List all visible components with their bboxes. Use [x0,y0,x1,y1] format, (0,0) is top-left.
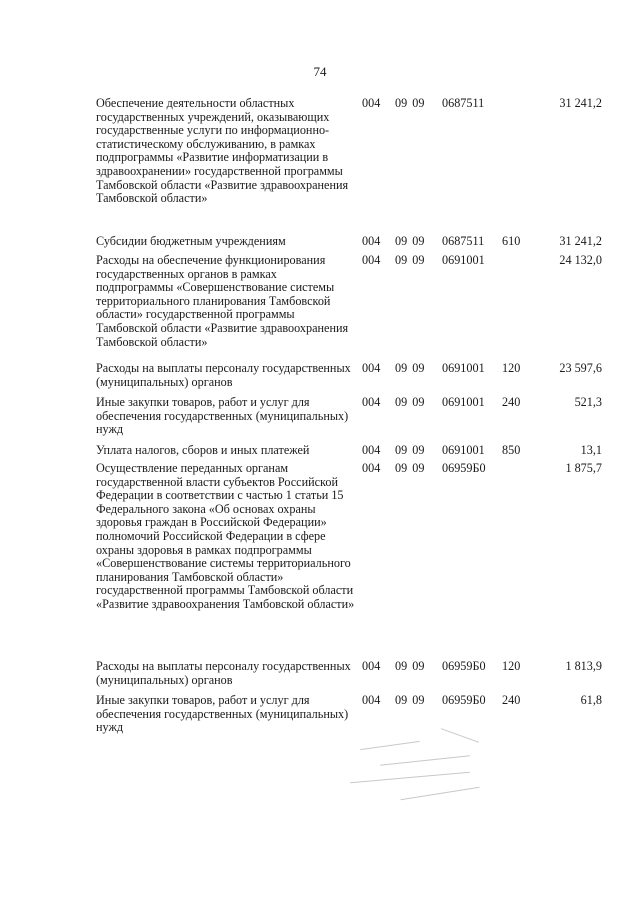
amount: 1 813,9 [565,659,602,673]
ministry-code: 004 [362,361,381,375]
target-article-code: 0691001 [442,253,485,267]
amount: 521,3 [574,395,602,409]
expense-type-code: 240 [502,693,521,707]
row-description: Иные закупки товаров, работ и услуг для обеспечения государственных (муниципальных) нужд [96,693,349,735]
ministry-code: 004 [362,395,381,409]
section-code: 09 09 [395,693,425,707]
amount: 24 132,0 [559,253,602,267]
expense-type-code: 610 [502,234,521,248]
row-description: Обеспечение деятельности областных государственных учреждений, оказывающих государственные услуги по информационно-статистическому обслуживанию, в рамках подпрограммы «Развитие информатизации в здравоохранении» государственной программы Тамбовской области «Развитие здравоохранения Тамбовской области» [96,96,349,206]
ministry-code: 004 [362,693,381,707]
target-article-code: 06959Б0 [442,461,486,475]
amount: 31 241,2 [559,96,602,110]
ministry-code: 004 [362,253,381,267]
section-code: 09 09 [395,96,425,110]
target-article-code: 0687511 [442,234,485,248]
section-code: 09 09 [395,361,425,375]
row-description: Расходы на выплаты персоналу государственных (муниципальных) органов [96,361,351,389]
target-article-code: 06959Б0 [442,659,486,673]
expense-type-code: 850 [502,443,521,457]
expense-type-code: 240 [502,395,521,409]
target-article-code: 0691001 [442,361,485,375]
amount: 23 597,6 [559,361,602,375]
row-description: Иные закупки товаров, работ и услуг для обеспечения государственных (муниципальных) нужд [96,395,349,437]
section-code: 09 09 [395,234,425,248]
section-code: 09 09 [395,395,425,409]
row-description: Субсидии бюджетным учреждениям [96,234,286,248]
row-description: Расходы на выплаты персоналу государственных (муниципальных) органов [96,659,351,687]
ministry-code: 004 [362,234,381,248]
section-code: 09 09 [395,443,425,457]
section-code: 09 09 [395,659,425,673]
section-code: 09 09 [395,461,425,475]
expense-type-code: 120 [502,361,521,375]
target-article-code: 0691001 [442,443,485,457]
ministry-code: 004 [362,461,381,475]
row-description: Осуществление переданных органам государственной власти субъектов Российской Федерации в соответствии с частью 1 статьи 15 Федерального закона «Об основах охраны здоровья граждан в Российской Федерации» полномочий Российской Федерации в сфере охраны здоровья в рамках подпрограммы «Совершенствование системы территориального планирования Тамбовской области» государственной программы Тамбовской области «Развитие здравоохранения Тамбовской области» [96,461,355,611]
ministry-code: 004 [362,659,381,673]
row-description: Расходы на обеспечение функционирования государственных органов в рамках подпрограммы «Совершенствование системы территориального планирования Тамбовской области» государственной программы Тамбовской области «Развитие здравоохранения Тамбовской области» [96,253,349,349]
amount: 61,8 [580,693,602,707]
page-number: 74 [313,64,327,79]
target-article-code: 0687511 [442,96,485,110]
target-article-code: 0691001 [442,395,485,409]
target-article-code: 06959Б0 [442,693,486,707]
row-description: Уплата налогов, сборов и иных платежей [96,443,310,457]
faint-stamp-marks [340,725,510,820]
amount: 13,1 [580,443,602,457]
amount: 1 875,7 [565,461,602,475]
ministry-code: 004 [362,443,381,457]
section-code: 09 09 [395,253,425,267]
ministry-code: 004 [362,96,381,110]
expense-type-code: 120 [502,659,521,673]
amount: 31 241,2 [559,234,602,248]
